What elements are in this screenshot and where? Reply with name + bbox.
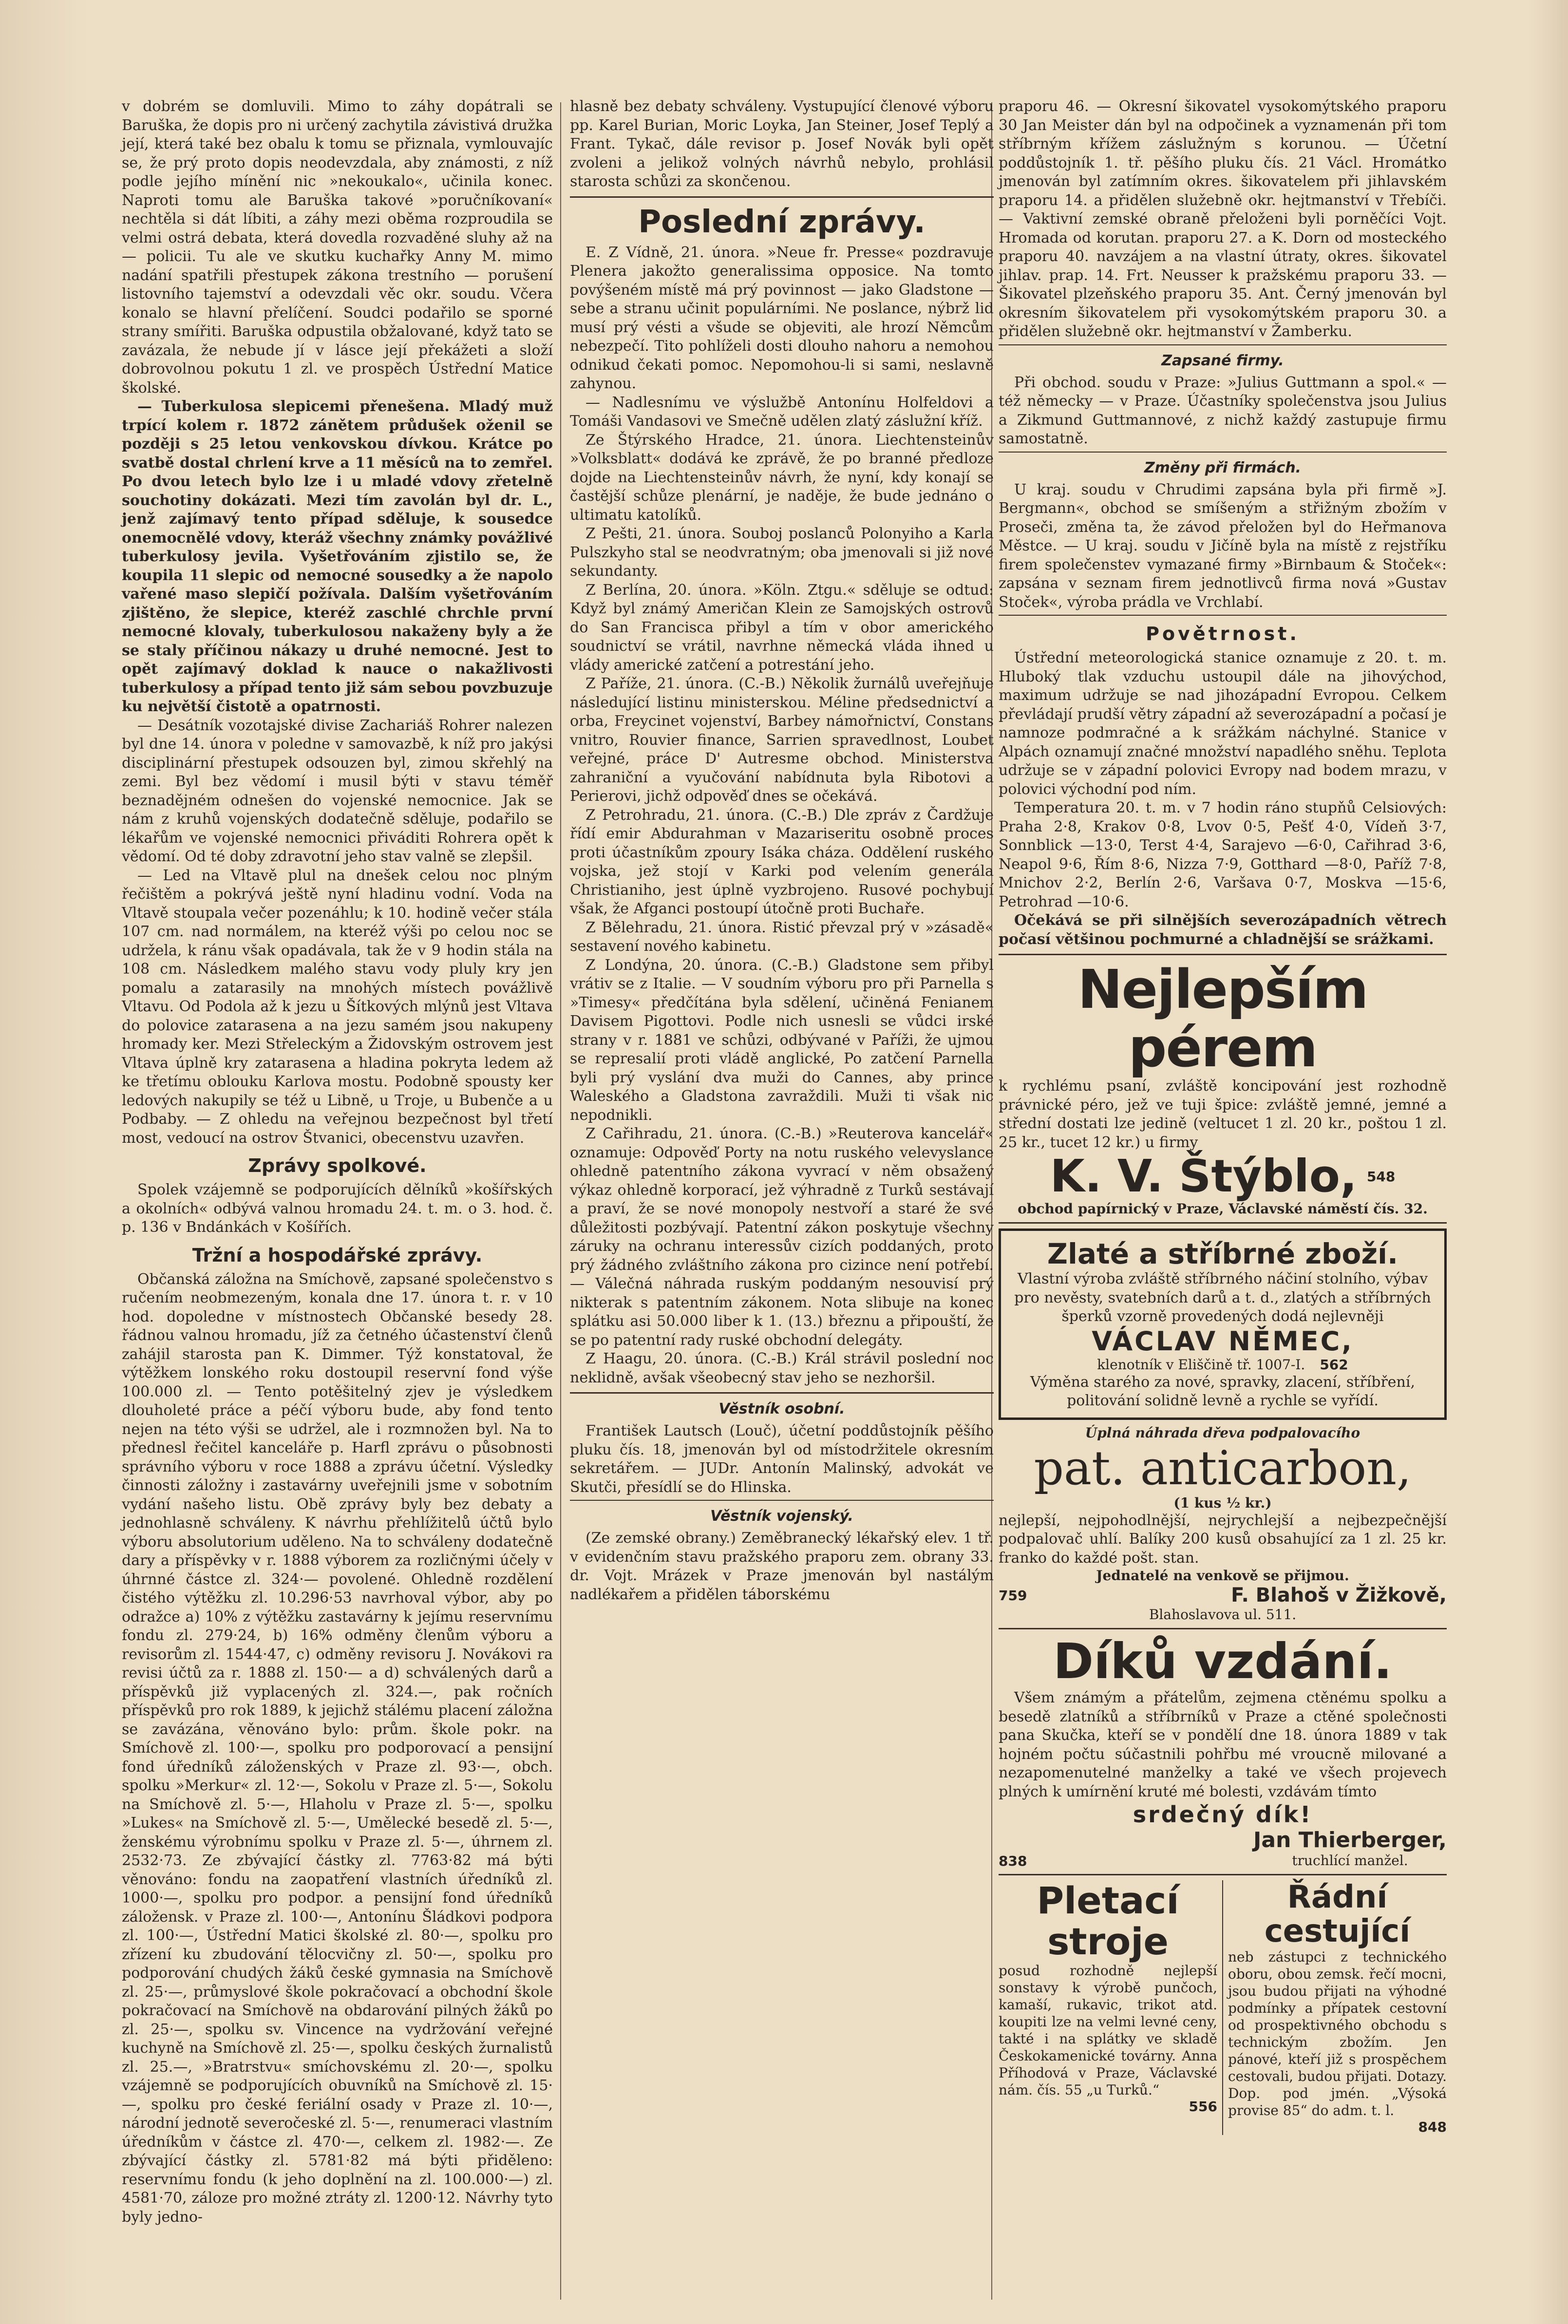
ad-diku-vzdani: [999, 1634, 1447, 1869]
ad-subtitle: (1 kus ½ kr.): [1173, 1494, 1272, 1511]
ad-title: Zlaté a stříbrné zboží.: [1047, 1237, 1398, 1270]
section-heading-povetrnost: Povětrnost.: [1146, 623, 1300, 644]
ad-signature-name: Jan Thierberger,: [1253, 1828, 1447, 1852]
article-vestnik-vojensky: (Ze zemské obrany.) Zeměbranecký lékařský elev. 1 tř. v evidenčním stavu pražského praporu zem. obrany 33. dr. Vojt. Mrázek v Praze jmenován byl nastálým nadlékařem a přidělen táborskému: [570, 1530, 994, 1603]
paper-stain-right: [1529, 0, 1568, 2324]
article-ocekava: Očekává se při silnějších severozápadních větrech počasí většinou pochmurné a chladnější se srážkami.: [999, 912, 1447, 948]
ad-title: pat. anticarbon,: [1034, 1440, 1412, 1495]
article-tuberkulosa: — Tuberkulosa slepicemi přenešena. Mladý muž trpící kolem r. 1872 zánětem průdušek oženil se později s 25 letou venkovskou dívkou. Krátce po svatbě dostal chrlení krve a 11 měsíců na to zemřel. Po dvou letech bylo lze i u mladé vdovy zřetelně souchotiny dokázati. Mezi tím zavolán byl dr. L., jenž zajímavý tento případ sděluje, k sousedce onemocnělé vdovy, kteráž všechny známky povážlivé tuberkulosy jevila. Vyšetřováním zjistilo se, že koupila 11 slepic od nemocné sousedky a že napolo vařené maso slepičí požívala. Dalším vyšetřováním zjištěno, že slepice, kteréž zaschlé chrchle první nemocné klovaly, tuberkulosou nakaženy byly a že se staly příčinou nákazy u druhé nemocné. Jest to opět zajímavý doklad k nauce o nakažlivosti tuberkulosy a případ tento již sám sebou povzbuzuje ku největší čistotě a opatrnosti.: [122, 398, 553, 715]
ad-firm-name: F. Blahoš v Žižkově,: [1231, 1584, 1447, 1606]
section-rule: [999, 1628, 1447, 1629]
section-rule: [999, 452, 1447, 453]
article-text: hlasně bez debaty schváleny. Vystupující členové výboru pp. Karel Burian, Moric Loyka, Jan Steiner, Josef Teplý a Frant. Tykač, dále revisor p. Josef Novák byli opět zvoleni a jelikož volných návrhů nebylo, prohlásil starosta schůzi za skončenou.: [570, 98, 994, 190]
ad-number: 562: [1320, 1356, 1348, 1373]
ad-text: Vlastní výroba zvláště stříbrného náčiní stolního, výbav pro nevěsty, svatebních darů a t. d., zlatých a stříbrných šperků vzorně provedených dodá nejlevněji: [1014, 1270, 1431, 1325]
section-rule: [570, 1500, 994, 1501]
ad-tagline: Úplná náhrada dřeva podpalovacího: [1085, 1424, 1360, 1441]
ad-address: obchod papírnický v Praze, Václavské náměstí čís. 32.: [1018, 1201, 1428, 1217]
news-petrohrad: Z Petrohradu, 21. února. (C.-B.) Dle zpráv z Čardžuje řídí emir Abdurahman v Mazariseritu osobně proces proti účastníkům zpoury Isáka cháza. Oddělení ruského vojska, jež stojí v Karki pod velením generála Christianiho, jest úplně vyzbrojeno. Rusové pochybují však, že Afganci postoupí útočně proti Buchaře.: [570, 806, 994, 917]
column-2: [570, 97, 994, 1604]
article-text: v dobrém se domluvili. Mimo to záhy dopátrali se Baruška, že dopis pro ni určený zachytila závistivá družka její, která také bez obalu k tomu se přiznala, vymlouvajíc se, že prý proto dopis neodevzdala, aby známosti, z níž podle jejího mínění nic »nekoukalo«, učinila konec. Naproti tomu ale Baruška takové »poručníkovaní« nechtěla si dát líbiti, a záhy mezi oběma rozproudila se velmi ostrá debata, která dovedla rozvaděné sluhy až na — policii. Tu ale ve skutku kuchařky Anny M. mimo nadání spatřili přestupek zákona trestního — porušení listovního tajemství a odevzdali věc okr. soudu. Včera konalo se hlavní přelíčení. Soudci podařilo se sporné strany smířiti. Baruška odpustila obžalované, když tato se zavázala, že nebude jí v lásce její překážeti a složí dobrovolnou pokutu 1 zl. ve prospěch Ústřední Matice školské.: [122, 98, 553, 397]
article-rohrer: — Desátník vozotajské divise Zachariáš Rohrer nalezen byl dne 14. února v poledne v samovazbě, k níž pro jakýsi disciplinární přestupek odsouzen byl, zimou skřehlý na zemi. Byl bez vědomí i musil býti v stavu téměř beznadějném odnešen do vojenské nemocnice. Jak se nám z kruhů vojenských dodatečně sděluje, podařilo se lékařům ve vojenské nemocnici přiváditi Rohrera opět k vědomí. Od té doby zdravotní jeho stav valně se zlepšil.: [122, 717, 553, 865]
ad-firm-name: K. V. Štýblo,: [1050, 1150, 1357, 1202]
section-rule: [999, 344, 1447, 345]
ad-address: Blahoslavova ul. 511.: [1149, 1606, 1297, 1623]
ad-title: Nejlepším pérem: [1077, 958, 1368, 1079]
column-1: [122, 97, 553, 2227]
ad-text: nejlepší, nejpohodlnější, nejrychlejší a nejbezpečnější podpalovač uhlí. Balíky 200 kusů obsahující za 1 zl. 25 kr. franko do každé pošt. stan.: [999, 1512, 1447, 1567]
ad-firm-name: VÁCLAV NĚMEC,: [1092, 1325, 1354, 1357]
section-heading-trzni: Tržní a hospodářské zprávy.: [192, 1244, 483, 1266]
ad-title: Řádní cestující: [1264, 1879, 1411, 1949]
section-heading-spolkove: Zprávy spolkové.: [248, 1155, 427, 1176]
ad-split-row: [999, 1880, 1447, 2135]
section-heading-vestnik-vojensky: Věstník vojenský.: [710, 1508, 853, 1525]
ad-number: 759: [999, 1587, 1027, 1604]
column-3: [999, 97, 1447, 2135]
ad-nejlepsim-perem: [999, 960, 1447, 1217]
ad-number: 548: [1366, 1168, 1396, 1185]
news-belehrad: Z Bělehradu, 21. února. Ristić převzal prý v »zásadě« sestavení nového kabinetu.: [570, 919, 994, 955]
paper-stain-left: [0, 0, 88, 2324]
section-heading-posledni: Poslední zprávy.: [638, 204, 926, 240]
section-rule: [999, 1222, 1447, 1224]
ad-text: posud rozhodně nejlepší sonstavy k výrobě punčoch, kamaší, rukavic, trikot atd. koupiti lze na velmi levné ceny, takté i na splátky ve skladě Českokamenické továrny. Anna Příhodová v Praze, Václavské nám. čís. 55 „u Turků.“: [999, 1963, 1217, 2098]
article-povetrnost: Ústřední meteorologická stanice oznamuje z 20. t. m. Hluboký tlak vzduchu ustoupil dále na jihovýchod, maximum udržuje se nad jihozápadní Evropou. Celkem převládají prudší větry západní až severozápadní a počasí je namnoze podmračné a k srážkám náchylné. Stanice v Alpách oznamují značné množství napadlého sněhu. Teplota udržuje se v západní polovici Evropy nad bodem mrazu, v polovici východní pod ním.: [999, 649, 1447, 798]
ad-anticarbon: [999, 1425, 1447, 1624]
news-hradec: Ze Štýrského Hradce, 21. února. Liechtensteinův »Volksblatt« dodává ke zprávě, že po branné předloze dojde na Liechtensteinův návrh, že nyní, kdy konají se častější schůze plenární, je naděje, že bude jednáno o ultimatu katolíků.: [570, 431, 994, 524]
section-heading-zapsane: Zapsané firmy.: [1161, 352, 1284, 369]
ad-title: Díků vzdání.: [1053, 1633, 1392, 1690]
section-heading-zmeny: Změny při firmách.: [1144, 459, 1302, 476]
article-zapsane: Při obchod. soudu v Praze: »Julius Guttmann a spol.« — též německy — v Praze. Účastníky společenstva jsou Julius a Zikmund Guttmannové, z nichž každý zastupuje firmu samostatně.: [999, 374, 1447, 447]
news-vienna: E. Z Vídně, 21. února. »Neue fr. Presse« pozdravuje Plenera jakožto generalissima opposice. Na tomto povýšeném místě má prý povinnost — jako Gladstone — sebe a stranu učinit populárními. Ne poslance, nýbrž lid musí prý vésti a všude se objeviti, ale hrozí Němcům nebezpečí. Tito pohlíželi dosti dlouho nahoru a nemohou odnikud čekati pomoc. Nepomohou-li si sami, neslavně zahynou.: [570, 244, 994, 392]
section-rule: [999, 954, 1447, 955]
ad-thanks: srdečný dík!: [1133, 1801, 1313, 1828]
news-pariz: Z Paříže, 21. února. (C.-B.) Několik žurnálů uveřejňuje následující listinu ministerskou. Méline předsednictví a orba, Freycinet vojenství, Barbey námořnictví, Constans vnitro, Rouvier finance, Sarrien spravedlnost, Loubet veřejné, práce D' Autresme obchod. Ministerstva zahraniční a vyučování nabídnuta byla Ribotovi a Perierovi, jichž odpověď dnes se očekává.: [570, 675, 994, 805]
ad-number: 848: [1418, 2119, 1447, 2135]
ad-text: Výměna starého za nové, spravky, zlacení, stříbření, politování solidně levně a rychle se vyřídí.: [1030, 1373, 1416, 1409]
ad-number: 838: [999, 1853, 1027, 1869]
article-zalozna: Občanská záložna na Smíchově, zapsané společenstvo s ručením neobmezeným, konala dne 17. února t. r. v 10 hod. dopoledne v místnostech Občanské besedy 28. řádnou valnou hromadu, jíž za četného účastenství členů zahájil starosta pan K. Dimmer. Týž konstatoval, že výtěžkem lonského roku dostoupil reservní fond výše 100.000 zl. — Tento potěšitelný zjev je výsledkem dlouholeté práce a péčí výboru bude, aby fond tento nejen na této výši se udržel, ale i rozmnožen byl. Na to přednesl řečitel kanceláře p. Harfl zprávu o působnosti správního výboru v roce 1888 a zprávu účetní. Výsledky činnosti záložny i zastavárny uveřejnili jsme v sobotním vydání našeho listu. Obě zprávy byly bez debaty a jednohlasně schváleny. K návrhu přehlížitelů účtů bylo výboru absolutorium uděleno. Na to schváleny dodatečně dary a příspěvky v r. 1888 výborem za rozličnými účely v úhrnné částce zl. 324·— povolené. Ohledně rozdělení čistého výtěžku zl. 10.296·53 navrhoval výbor, aby po odražce a) 10% z výtěžku zastavárny k jejímu reservnímu fondu zl. 279·24, b) 16% odměny členům výboru a revisorům zl. 1544·47, c) odměny revisoru J. Novákovi ra revisi účtů za r. 1888 zl. 150·— a d) schválených darů a příspěvků již vyplacených zl. 324.—, pak ročních příspěvků pro rok 1889, k jejichž stálému placení záložna se zavázána, věnováno bylo: prům. škole pokr. na Smíchově zl. 100·—, spolku pro podporovací a pensijní fond úředníků záloženských v Praze zl. 93·—, obch. spolku »Merkur« zl. 12·—, Sokolu v Praze zl. 5·—, Sokolu na Smíchově zl. 5·—, Hlaholu v Praze zl. 5·—, spolku »Lukes« na Smíchově zl. 5·—, Umělecké besedě zl. 5·—, ženskému výrobnímu spolku v Praze zl. 5·—, úhrnem zl. 2532·73. Ze zbývající částky zl. 7763·82 má býti věnováno: fondu na zaopatření vlastních úředníků zl. 1000·—, spolku pro podpor. a pensijní fond úředníků záložensk. v Praze zl. 100·—, Antonínu Šládkovi podpora zl. 100·—, Ústřední Matici školské zl. 80·—, spolku pro zřízení ku zbudování tělocvičny zl. 50·—, spolku pro podporování chudých žáků české gymnasia na Smíchově zl. 25·—, průmyslové škole pokračovací a obchodní škole pokračovací na Smíchově na obdarování pilných žáků po zl. 25·—, spolku sv. Vincence na vydržování veřejné kuchyně na Smíchově zl. 25·—, spolku českých žurnalistů zl. 25.—, »Bratrstvu« smíchovskému zl. 20·—, spolku vzájemně se podporujících obuvníků na Smíchově zl. 15·—, spolku pro české feriální osady v Praze zl. 10·—, národní jednotě severočeské zl. 5·—, renumeraci vlastním úředníkům v částce zl. 470·—, celkem zl. 1982·—. Ze zbývající částky zl. 5781·82 má býti přiděleno: reservnímu fondu (k jeho doplnění na zl. 100.000·—) zl. 4581·70, záloze pro možné ztráty zl. 1200·12. Návrhy tyto byly jedno-: [122, 1270, 553, 2226]
ad-text: k rychlému psaní, zvláště koncipování jest rozhodně právnické péro, jež ve tuji špice: zvláště jemné, jemné a střední dostati lze jedině (veltucet 1 zl. 20 kr., poštou 1 zl. 25 kr., tucet 12 kr.) u firmy: [999, 1077, 1447, 1151]
news-nadlesni: — Nadlesnímu ve výslužbě Antonínu Holfeldovi a Tomáši Vandasovi ve Smečně udělen zlatý záslužní kříž.: [570, 394, 994, 430]
ad-title: Pletací stroje: [1037, 1879, 1179, 1963]
article-zmeny: U kraj. soudu v Chrudimi zapsána byla při firmě »J. Bergmann«, obchod se smíšeným a střižným zbožím v Proseči, změna ta, že závod přeložen byl do Heřmanova Městce. — U kraj. soudu v Jičíně byla na místě z rejstříku firem společenstev vymazané firmy »Birnbaum & Stoček«: zapsána v seznam firem jednotlivců firma nová »Gustav Stoček«, výroba prádla ve Vrchlabí.: [999, 481, 1447, 611]
ad-text: Všem známým a přátelům, zejmena ctěnému spolku a besedě zlatníků a stříbrníků v Praze a ctěné společnosti pana Skučka, kteří se v pondělí dne 18. února 1889 v tak hojném počtu súčastnili pohřbu mé vroucně milované a nezapomenutelné manželky a také ve všech projevech plných k umírnění kruté mé bolesti, vzdávám tímto: [999, 1689, 1447, 1800]
article-text: praporu 46. — Okresní šikovatel vysokomýtského praporu 30 Jan Meister dán byl na odpočinek a vyznamenán při tom stříbrným křížem záslužným s korunou. — Účetní poddůstojník 1. tř. pěšího pluku čís. 21 Václ. Hromátko jmenován byl zatímním okres. šikovatelem při jihlavském praporu 14. a přidělen služebně okr. hejtmanství v Třebíči. — Vaktivní zemské obraně přeloženi byli porněčíci Vojt. Hromada od korutan. praporu 27. a K. Dorn od mosteckého praporu 40. navzájem a na vlastní útraty, okres. šikovatel jihlav. prap. 14. Frt. Neusser k pražskému praporu 33. — Šikovatel plzeňského praporu 35. Ant. Černý jmenován byl okresním šikovatelem při vysokomýtském praporu 30. a přidělen služebně okr. hejtmanství v Žamberku.: [999, 98, 1447, 340]
ad-number: 556: [1189, 2098, 1217, 2115]
ad-pletaci-stroje: [999, 1880, 1217, 2135]
ad-text: neb zástupci z technického oboru, obou zemsk. řečí mocni, jsou budou přijati na výhodné podmínky a přípatek cestovní od prospektivného obchodu s technickým zbožím. Jen pánové, kteří již s prospěchem cestovali, budou přijati. Dotazy. Dop. pod jmén. „Výsoká provise 85“ do adm. t. l.: [1228, 1949, 1447, 2118]
ad-contact: Jednatelé na venkově se přijmou.: [1096, 1568, 1349, 1584]
ad-address: klenotník v Eliščině tř. 1007-I.: [1097, 1356, 1305, 1373]
news-haag: Z Haagu, 20. února. (C.-B.) Král strávil poslední noc neklidně, avšak všeobecný stav jeho se nezhoršil.: [570, 1350, 994, 1386]
news-pest: Z Pešti, 21. února. Souboj poslanců Polonyiho a Karla Pulszkyho stal se neodvratným; oba jmenovali si již nové sekundanty.: [570, 525, 994, 580]
article-led-vltava: — Led na Vltavě plul na dnešek celou noc plným řečištěm a pokrývá ještě nyní hladinu vodní. Voda na Vltavě stoupala večer pozenáhlu; k 10. hodině večer stála 107 cm. nad normálem, na kteréž výši po celou noc se udržela, k ránu však opadávala, tak že v 9 hodin stála na 108 cm. Následkem malého stavu vody pluly kry jen pomalu a zatarasily na mnohých místech povážlivě Vltavu. Od Podola až k jezu u Šítkových mlýnů jest Vltava do polovice zatarasena a na jezu samém jsou nakupeny hromady ker. Mezi Střeleckým a Židovským ostrovem jest Vltava úplně kry zatarasena a hladina pokryta ledem až ke třetímu oblouku Karlova mostu. Podobně spousty ker ledových nakupily se též u Libně, u Troje, u Bubenče a u Podbaby. — Z ohledu na veřejnou bezpečnost byl třetí most, vedoucí na ostrov Štvanici, obecenstvu uzavřen.: [122, 867, 553, 1147]
article-temperatura: Temperatura 20. t. m. v 7 hodin ráno stupňů Celsiových: Praha 2·8, Krakov 0·8, Lvov 0·5, Pešť 4·0, Vídeň 3·7, Sonnblick —13·0, Terst 4·4, Sarajevo —6·0, Cařihrad 3·6, Neapol 9·6, Řím 8·6, Nizza 7·9, Gotthard —8·0, Paříž 7·8, Mnichov 2·2, Berlín 2·6, Varšava 0·7, Moskva —15·6, Petrohrad —10·6.: [999, 799, 1447, 910]
section-rule: [570, 196, 994, 198]
section-rule: [999, 1874, 1447, 1875]
ad-signature-role: truchlící manžel.: [1292, 1852, 1408, 1869]
article-vestnik-osobni: František Lautsch (Louč), účetní poddůstojník pěšího pluku čís. 18, jmenován byl od místodržitele okresním sekretářem. — JUDr. Antonín Malinský, advokát ve Skutči, přesídlí se do Hlinska.: [570, 1422, 994, 1496]
section-heading-vestnik-osobni: Věstník osobní.: [718, 1400, 845, 1417]
column-divider-1: [560, 102, 561, 2300]
ad-zlate-zbozi: [999, 1228, 1447, 1420]
news-london: Z Londýna, 20. února. (C.-B.) Gladstone sem přibyl vrátiv se z Italie. — V soudním výboru pro při Parnella s »Timesy« předčítána byla sdělení, učiněná Fenianem Davisem Pigottovi. Podle nich usnesli se vůdci irské strany v r. 1881 ve schůzi, odbývané v Paříži, že ujmou se represalií proti vládě anglické, Po zatčení Parnella byli prý vyslání dva muži do Cannes, aby prince Waleského a Gladstona zavraždili. Muži ti však nic nepodnikli.: [570, 956, 994, 1124]
news-carihrad: Z Cařihradu, 21. února. (C.-B.) »Reuterova kancelář« oznamuje: Odpověď Porty na notu ruského velevyslance ohledně patentního zákona vyvrací v něm obsažený výkaz ohledně korporací, jež výhradně z Turků sestávají a praví, že se nové monopoly nestvoří a staré že své důležitosti pozbývají. Patentní zákon poskytuje všechny záruky na ochranu interessův cizích poddaných, proto prý žádného zvláštního zákona pro cizince není potřebí. — Válečná náhrada ruským poddaným nesouvisí prý nikterak s patentním zákonem. Nota slibuje na konec splátku asi 50.000 liber k 1. (13.) březnu a připouští, že se po patentní rady ruské obchodní delegáty.: [570, 1125, 994, 1349]
section-rule: [570, 1392, 994, 1394]
news-berlin: Z Berlína, 20. února. »Köln. Ztgu.« sděluje se odtud: Když byl známý Američan Klein ze Samojských ostrovů do San Francisca přibyl a tím v obor amerického soudnictví se vrátil, navrhne německá vláda ihned u vlády americké zatčení a potrestání jeho.: [570, 581, 994, 674]
ad-radni-cestujici: [1222, 1880, 1447, 2135]
article-spolek: Spolek vzájemně se podporujících dělníků »košířských a okolních« odbývá valnou hromadu 24. t. m. o 3. hod. č. p. 136 v Bndánkách v Košířích.: [122, 1181, 553, 1236]
section-rule: [999, 615, 1447, 616]
